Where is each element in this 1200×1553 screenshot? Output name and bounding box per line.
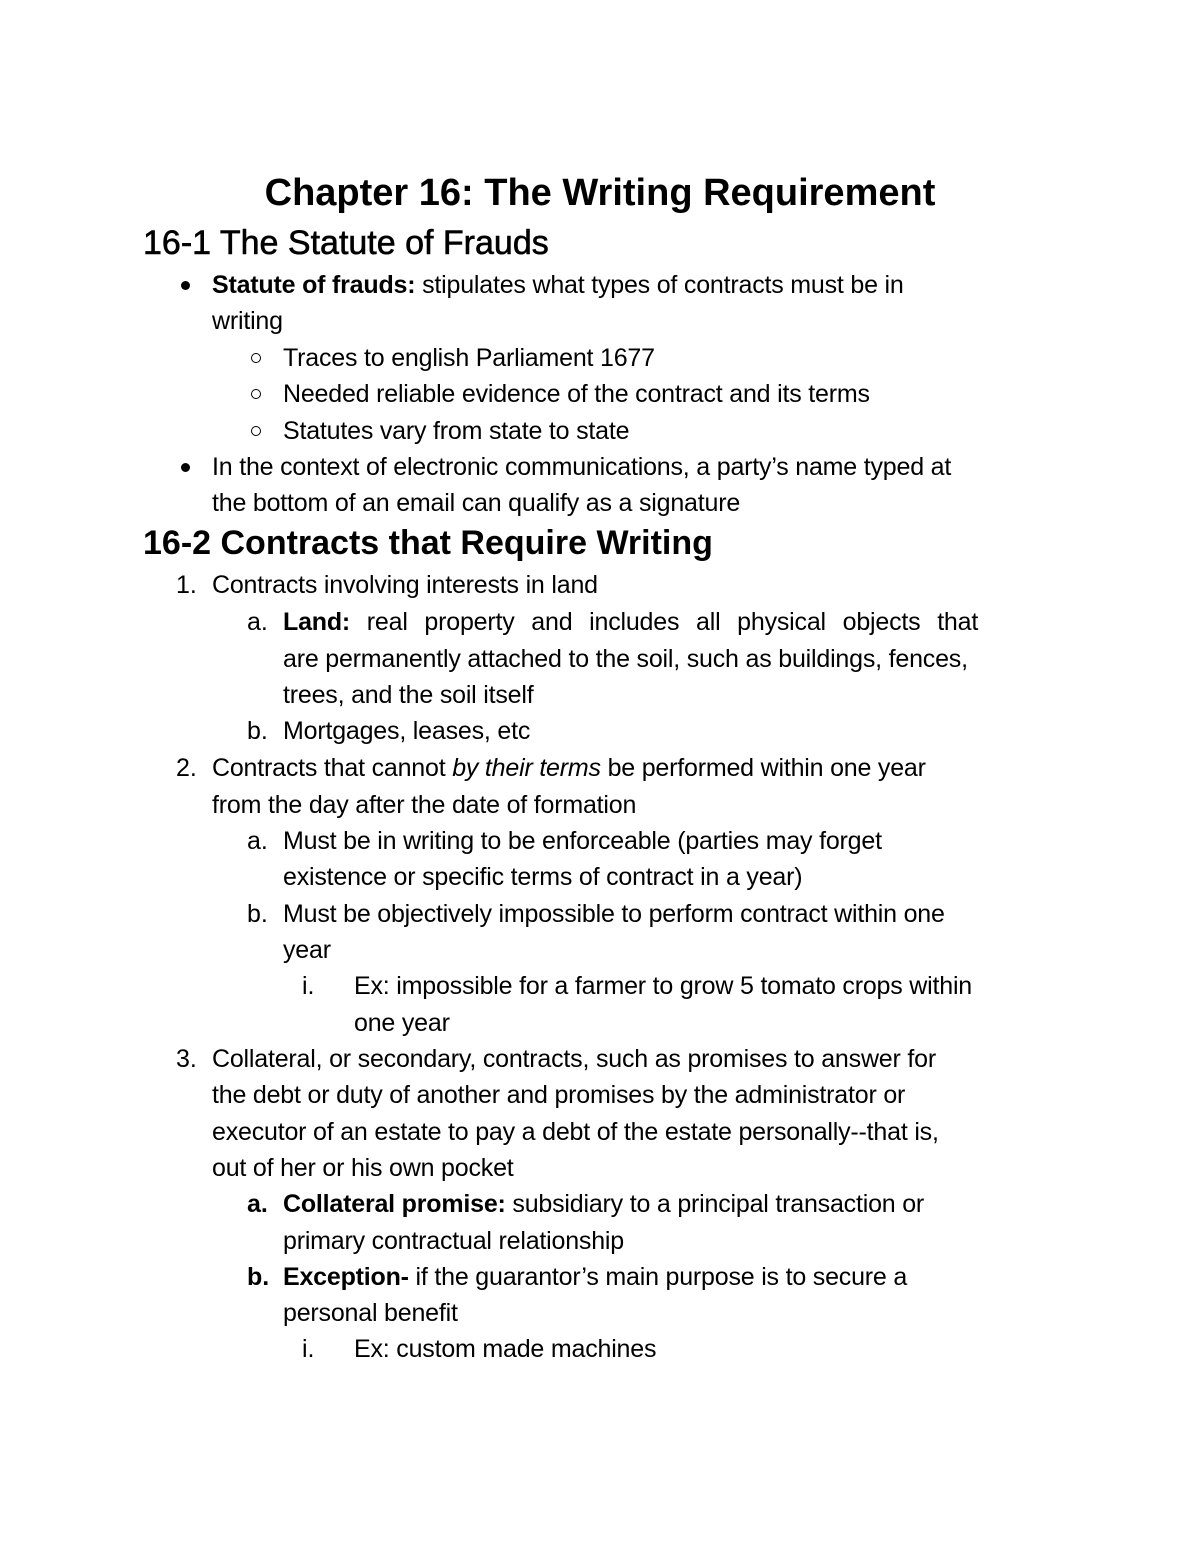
list-item: In the context of electronic communications, a party’s name typed at bbox=[212, 453, 952, 481]
list-number: 2. bbox=[176, 754, 197, 782]
bullet-icon bbox=[181, 463, 190, 472]
term-label: Exception- bbox=[283, 1263, 409, 1291]
list-item-continuation: the debt or duty of another and promises by the administrator or bbox=[212, 1081, 906, 1109]
list-item: Contracts involving interests in land bbox=[212, 571, 598, 599]
list-item: Must be objectively impossible to perform contract within one bbox=[283, 900, 945, 928]
list-item: Collateral, or secondary, contracts, such as promises to answer for bbox=[212, 1045, 936, 1073]
list-item-text: stipulates what types of contracts must be in bbox=[415, 271, 904, 299]
list-letter: a. bbox=[247, 827, 268, 855]
list-item-continuation: out of her or his own pocket bbox=[212, 1154, 514, 1182]
sub-list-item: Statutes vary from state to state bbox=[283, 417, 630, 445]
list-item-text: subsidiary to a principal transaction or bbox=[505, 1190, 925, 1218]
list-item-text: Contracts that cannot bbox=[212, 754, 453, 782]
list-item: Ex: custom made machines bbox=[354, 1335, 657, 1363]
list-item bbox=[212, 753, 926, 783]
list-letter: b. bbox=[247, 900, 268, 928]
list-item-continuation: the bottom of an email can qualify as a signature bbox=[212, 489, 741, 517]
list-item-continuation: one year bbox=[354, 1009, 450, 1037]
list-item bbox=[283, 1189, 924, 1219]
list-item: Must be in writing to be enforceable (parties may forget bbox=[283, 827, 882, 855]
list-roman: i. bbox=[302, 1335, 315, 1363]
term-label: Land: bbox=[283, 608, 351, 636]
section-heading-16-2: 16-2 Contracts that Require Writing bbox=[143, 524, 713, 562]
list-item-text: be performed within one year bbox=[600, 754, 926, 782]
term-label: Collateral promise: bbox=[283, 1190, 506, 1218]
list-item-text: real property and includes all physical objects that bbox=[350, 608, 979, 636]
list-item-continuation: writing bbox=[212, 307, 283, 335]
sub-list-item: Needed reliable evidence of the contract and its terms bbox=[283, 380, 870, 408]
list-item-continuation: personal benefit bbox=[283, 1299, 458, 1327]
list-item-continuation: year bbox=[283, 936, 331, 964]
emphasis-text: by their terms bbox=[452, 754, 601, 782]
list-item-continuation: are permanently attached to the soil, such as buildings, fences, bbox=[283, 645, 968, 673]
hollow-bullet-icon bbox=[251, 389, 261, 399]
section-heading-16-1: 16-1 The Statute of Frauds bbox=[143, 224, 549, 262]
list-item: Ex: impossible for a farmer to grow 5 tomato crops within bbox=[354, 972, 973, 1000]
hollow-bullet-icon bbox=[251, 353, 261, 363]
list-item: Mortgages, leases, etc bbox=[283, 717, 531, 745]
list-number: 3. bbox=[176, 1045, 197, 1073]
list-roman: i. bbox=[302, 972, 315, 1000]
list-item-continuation: from the day after the date of formation bbox=[212, 791, 637, 819]
bullet-icon bbox=[181, 281, 190, 290]
list-item bbox=[283, 1262, 907, 1292]
list-item-text: if the guarantor’s main purpose is to secure a bbox=[408, 1263, 908, 1291]
list-item-continuation: primary contractual relationship bbox=[283, 1227, 624, 1255]
list-letter: a. bbox=[247, 1190, 268, 1218]
list-item bbox=[212, 270, 904, 300]
term-label: Statute of frauds: bbox=[212, 271, 416, 299]
list-letter: a. bbox=[247, 608, 268, 636]
list-item-continuation: existence or specific terms of contract in a year) bbox=[283, 863, 803, 891]
list-item bbox=[283, 607, 978, 637]
list-item-continuation: trees, and the soil itself bbox=[283, 681, 534, 709]
list-letter: b. bbox=[247, 1263, 270, 1291]
list-letter: b. bbox=[247, 717, 268, 745]
list-item-continuation: executor of an estate to pay a debt of the estate personally--that is, bbox=[212, 1118, 939, 1146]
sub-list-item: Traces to english Parliament 1677 bbox=[283, 344, 655, 372]
list-number: 1. bbox=[176, 571, 197, 599]
page-title: Chapter 16: The Writing Requirement bbox=[264, 172, 936, 214]
hollow-bullet-icon bbox=[251, 426, 261, 436]
